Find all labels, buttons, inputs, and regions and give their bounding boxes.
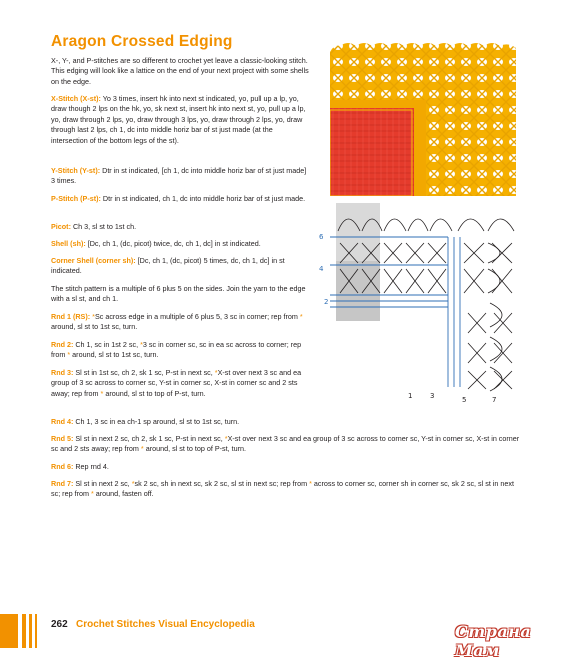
repeat-marker: * [214,368,218,377]
round-label: Rnd 4: [51,417,74,426]
col-label: 7 [492,396,497,404]
stitch-text: Dtr in st indicated, ch 1, dc into middle horiz bar of st just made. [100,194,306,203]
pattern-note: The stitch pattern is a multiple of 6 plus 5 on the sides. Join the yarn to the edge with a sl st, and ch 1. [51,284,306,304]
stitch-text: [Dc, ch 1, (dc, picot) twice, dc, ch 1, dc] in st indicated. [85,239,261,248]
edging-swatch-photo [330,38,516,196]
stitch-diagram [318,203,516,411]
repeat-marker: * [299,312,303,321]
repeat-marker: * [140,444,144,454]
round-label: Rnd 1 (RS): [51,312,91,321]
stitch-definition [51,166,309,187]
round-text: around, sl st to top of P-st, turn. [143,444,246,454]
intro-paragraph: X-, Y-, and P-stitches are so different to crochet yet leave a classic-looking stitch. This edging will look like a lattice on the end of your next project with some shells on the edge. [51,56,309,86]
round-label: Rnd 6: [51,462,74,471]
round-text: Rep rnd 4. [73,462,109,471]
round-label: Rnd 7: [51,479,74,488]
row-label: 4 [319,265,324,273]
row-label: 6 [319,233,324,241]
stitch-text: [Dc, ch 1, (dc, picot) 5 times, dc, ch 1, dc] in st indicated. [51,256,285,276]
row-label: 2 [324,298,329,306]
stitch-label: P-Stitch (P-st): [51,194,101,203]
round-instruction [51,417,521,427]
book-title: Crochet Stitches Visual Encyclopedia [76,619,255,630]
repeat-marker: * [90,489,94,499]
round-instruction [51,368,309,399]
repeat-marker: * [92,312,95,321]
round-label: Rnd 2: [51,340,74,349]
round-text: across to corner sc, corner sh in corner sc, sk 2 sc, sl st in next sc; rep from [51,479,514,499]
stitch-label: Corner Shell (corner sh): [51,256,136,265]
stitch-chart [318,203,516,411]
stitch-label: X-Stitch (X-st): [51,94,101,103]
stitch-definition [51,94,309,146]
round-text: Sl st in 1st sc, ch 2, sk 1 sc, P-st in next sc, [73,368,215,377]
stitch-text: Dtr in st indicated, [ch 1, dc into middle horiz bar of st just made] 3 times. [51,166,307,186]
stitch-definition [51,256,309,277]
round-instruction [51,479,521,500]
round-text: Sl st in next 2 sc, [73,479,132,488]
round-text: around, sl st to 1st sc, turn. [70,350,159,360]
stitch-text: Yo 3 times, insert hk into next st indicated, yo, pull up a lp, yo, draw though 2 lps on the hk, yo, sk next st, insert hk into next st, yo, pull up a lp, yo, draw through 2 lps, yo, draw through 3 lps, yo, draw through 2 lps, yo, draw through last 2 lps, ch 1, dc into middle horiz bar of st just made (at the intersection of the bottom legs of the st). [51,94,306,145]
round-text: around, sl st to 1st sc, turn. [51,322,138,332]
repeat-marker: * [224,434,228,443]
round-text: Ch 1, 3 sc in ea ch-1 sp around, sl st to 1st sc, turn. [73,417,240,426]
round-text: around, fasten off. [93,489,154,499]
round-instruction [51,434,521,455]
stitch-definition [51,222,309,232]
round-text: X-st over next 3 sc and ea group of 3 sc across to corner sc, Y-st in corner sc, X-st in corner sc and 2 sts away; rep from [51,368,302,398]
round-instruction [51,462,521,472]
stitch-label: Shell (sh): [51,239,86,248]
swatch-illustration [330,38,516,196]
footer-color-bar [0,614,38,648]
round-text: around, sl st to top of P-st, turn. [103,388,206,398]
stitch-label: Y-Stitch (Y-st): [51,166,101,175]
round-text: Sc across edge in a multiple of 6 plus 5, 3 sc in corner; rep from [94,312,300,321]
repeat-marker: * [309,479,312,488]
round-instruction [51,312,309,333]
round-label: Rnd 3: [51,368,74,377]
repeat-marker: * [67,350,71,360]
round-text: Sl st in next 2 sc, ch 2, sk 1 sc, P-st in next sc, [73,434,225,443]
stitch-label: Picot: [51,222,71,231]
col-label: 5 [462,396,467,404]
col-label: 1 [408,392,413,400]
round-text: sk 2 sc, sh in next sc, sk 2 sc, sl st in next sc; rep from [134,479,310,488]
page-number: 262 [51,619,68,630]
stitch-definition [51,194,309,204]
round-instruction [51,340,309,361]
page-title: Aragon Crossed Edging [51,33,233,50]
round-text: X-st over next 3 sc and ea group of 3 sc across to corner sc, Y-st in corner sc, X-st in corner sc and 2 sts away; rep from [51,434,520,454]
stitch-definition [51,239,309,249]
watermark: Страна Мам [455,622,532,660]
repeat-marker: * [100,388,104,398]
round-text: 3 sc in corner sc, sc in ea sc across to corner; rep from [51,340,302,360]
col-label: 3 [430,392,435,400]
stitch-text: Ch 3, sl st to 1st ch. [70,222,137,231]
repeat-marker: * [140,340,143,349]
round-text: Ch 1, sc in 1st 2 sc, [73,340,141,349]
repeat-marker: * [131,479,135,488]
round-label: Rnd 5: [51,434,74,443]
